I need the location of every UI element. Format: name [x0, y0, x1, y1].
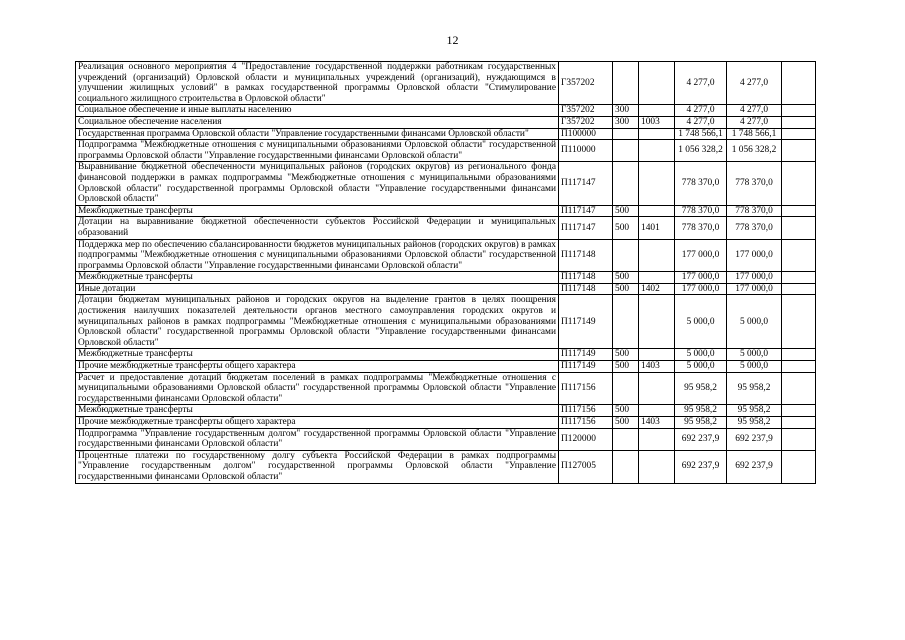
row-section: 1402: [639, 283, 675, 295]
row-amount-1: 177 000,0: [675, 239, 727, 272]
row-extra: [782, 349, 816, 361]
row-expense-type: 500: [613, 283, 639, 295]
row-expense-type: [613, 239, 639, 272]
row-description: Межбюджетные трансферты: [76, 205, 559, 217]
row-extra: [782, 62, 816, 105]
row-description: Выравнивание бюджетной обеспеченности муниципальных районов (городских округов) из регионального фонда финансовой поддержки в рамках подпрограммы "Межбюджетные отношения с муниципальными образованиями Орловской области" государственной программы Орловской области "Управление государственными финансами Орловской области": [76, 162, 559, 205]
row-amount-1: 95 958,2: [675, 372, 727, 405]
row-code: П117156: [559, 372, 613, 405]
table-row: [76, 272, 816, 284]
row-amount-2: 5 000,0: [727, 361, 782, 373]
row-amount-2: 1 748 566,1: [727, 128, 782, 140]
table-row: [76, 405, 816, 417]
row-section: [639, 372, 675, 405]
row-description: Межбюджетные трансферты: [76, 272, 559, 284]
row-amount-1: 5 000,0: [675, 349, 727, 361]
row-extra: [782, 116, 816, 128]
row-amount-2: 95 958,2: [727, 417, 782, 429]
row-amount-2: 692 237,9: [727, 428, 782, 450]
row-extra: [782, 450, 816, 483]
table-row: [76, 62, 816, 105]
row-expense-type: [613, 162, 639, 205]
row-amount-2: 177 000,0: [727, 272, 782, 284]
row-amount-2: 95 958,2: [727, 405, 782, 417]
row-code: П110000: [559, 140, 613, 162]
row-extra: [782, 428, 816, 450]
row-code: П117156: [559, 405, 613, 417]
row-expense-type: [613, 450, 639, 483]
row-section: [639, 162, 675, 205]
row-code: П120000: [559, 428, 613, 450]
row-code: П117156: [559, 417, 613, 429]
row-description: Межбюджетные трансферты: [76, 349, 559, 361]
row-amount-2: 778 370,0: [727, 205, 782, 217]
row-description: Реализация основного мероприятия 4 "Предоставление государственной поддержки работникам государственных учреждений (организаций) Орловской области и муниципальных учреждений (организаций), нуждающимся в улучшении жилищных условий" в рамках государственной программы Орловской области "Стимулирование социального жилищного строительства в Орловской области": [76, 62, 559, 105]
row-amount-2: 177 000,0: [727, 239, 782, 272]
row-expense-type: [613, 128, 639, 140]
table-row: [76, 417, 816, 429]
row-code: П127005: [559, 450, 613, 483]
table-row: [76, 295, 816, 349]
row-code: П117147: [559, 217, 613, 239]
row-extra: [782, 283, 816, 295]
row-code: Г357202: [559, 105, 613, 117]
row-section: [639, 405, 675, 417]
row-amount-1: 1 056 328,2: [675, 140, 727, 162]
row-extra: [782, 372, 816, 405]
row-description: Социальное обеспечение и иные выплаты населению: [76, 105, 559, 117]
row-description: Прочие межбюджетные трансферты общего характера: [76, 417, 559, 429]
row-amount-2: 4 277,0: [727, 62, 782, 105]
row-amount-2: 1 056 328,2: [727, 140, 782, 162]
row-code: П100000: [559, 128, 613, 140]
row-amount-1: 4 277,0: [675, 62, 727, 105]
row-expense-type: 500: [613, 361, 639, 373]
row-amount-2: 4 277,0: [727, 105, 782, 117]
row-description: Расчет и предоставление дотаций бюджетам поселений в рамках подпрограммы "Межбюджетные отношения с муниципальными образованиями Орловской области" государственной программы Орловской области "Управление государственными финансами Орловской области": [76, 372, 559, 405]
table-row: [76, 162, 816, 205]
row-expense-type: [613, 428, 639, 450]
row-amount-1: 778 370,0: [675, 205, 727, 217]
table-row: [76, 361, 816, 373]
row-section: [639, 349, 675, 361]
row-extra: [782, 217, 816, 239]
row-section: [639, 62, 675, 105]
row-extra: [782, 417, 816, 429]
row-extra: [782, 205, 816, 217]
row-expense-type: 500: [613, 349, 639, 361]
budget-table: [75, 61, 816, 484]
row-amount-2: 778 370,0: [727, 217, 782, 239]
row-extra: [782, 239, 816, 272]
row-expense-type: [613, 372, 639, 405]
row-description: Процентные платежи по государственному долгу субъекта Российской Федерации в рамках подпрограммы "Управление государственным долгом" государственной программы Орловской области "Управление государственными финансами Орловской области": [76, 450, 559, 483]
row-code: П117148: [559, 283, 613, 295]
table-row: [76, 428, 816, 450]
row-description: Межбюджетные трансферты: [76, 405, 559, 417]
row-code: П117149: [559, 361, 613, 373]
row-extra: [782, 272, 816, 284]
table-row: [76, 349, 816, 361]
row-amount-1: 5 000,0: [675, 295, 727, 349]
row-section: 1003: [639, 116, 675, 128]
row-extra: [782, 140, 816, 162]
row-description: Дотации бюджетам муниципальных районов и городских округов на выделение грантов в целях поощрения достижения наилучших показателей деятельности органов местного самоуправления городских округов и муниципальных районов в рамках подпрограммы "Межбюджетные отношения с муниципальными образованиями Орловской области" государственной программы Орловской области "Управление государственными финансами Орловской области": [76, 295, 559, 349]
row-amount-2: 95 958,2: [727, 372, 782, 405]
row-section: [639, 239, 675, 272]
table-row: [76, 105, 816, 117]
row-description: Дотации на выравнивание бюджетной обеспеченности субъектов Российской Федерации и муниципальных образований: [76, 217, 559, 239]
row-section: [639, 205, 675, 217]
row-amount-1: 692 237,9: [675, 450, 727, 483]
row-code: П117147: [559, 205, 613, 217]
table-row: [76, 239, 816, 272]
row-expense-type: 300: [613, 116, 639, 128]
row-section: [639, 140, 675, 162]
row-amount-1: 177 000,0: [675, 283, 727, 295]
row-extra: [782, 105, 816, 117]
row-section: 1401: [639, 217, 675, 239]
row-code: Г357202: [559, 116, 613, 128]
row-amount-2: 692 237,9: [727, 450, 782, 483]
row-amount-1: 4 277,0: [675, 105, 727, 117]
table-row: [76, 128, 816, 140]
row-description: Поддержка мер по обеспечению сбалансированности бюджетов муниципальных районов (городских округов) в рамках подпрограммы "Межбюджетные отношения с муниципальными образованиями Орловской области" государственной программы Орловской области "Управление государственными финансами Орловской области": [76, 239, 559, 272]
row-code: П117149: [559, 295, 613, 349]
row-section: [639, 105, 675, 117]
row-amount-1: 5 000,0: [675, 361, 727, 373]
row-amount-2: 177 000,0: [727, 283, 782, 295]
row-expense-type: [613, 140, 639, 162]
row-description: Подпрограмма "Управление государственным долгом" государственной программы Орловской области "Управление государственными финансами Орловской области": [76, 428, 559, 450]
row-description: Социальное обеспечение населения: [76, 116, 559, 128]
row-amount-2: 5 000,0: [727, 295, 782, 349]
row-extra: [782, 361, 816, 373]
row-amount-1: 692 237,9: [675, 428, 727, 450]
table-row: [76, 140, 816, 162]
row-description: Подпрограмма "Межбюджетные отношения с муниципальными образованиями Орловской области" государственной программы Орловской области "Управление государственными финансами Орловской области": [76, 140, 559, 162]
table-row: [76, 283, 816, 295]
row-amount-2: 4 277,0: [727, 116, 782, 128]
row-expense-type: 500: [613, 205, 639, 217]
row-amount-1: 95 958,2: [675, 417, 727, 429]
row-expense-type: [613, 62, 639, 105]
row-extra: [782, 128, 816, 140]
row-expense-type: [613, 295, 639, 349]
row-amount-1: 177 000,0: [675, 272, 727, 284]
row-section: [639, 295, 675, 349]
row-section: [639, 272, 675, 284]
table-row: [76, 217, 816, 239]
row-amount-1: 95 958,2: [675, 405, 727, 417]
row-amount-1: 778 370,0: [675, 217, 727, 239]
row-code: П117147: [559, 162, 613, 205]
page-number: 12: [446, 33, 459, 47]
row-section: [639, 128, 675, 140]
table-row: [76, 116, 816, 128]
table-row: [76, 450, 816, 483]
row-amount-1: 778 370,0: [675, 162, 727, 205]
row-description: Иные дотации: [76, 283, 559, 295]
row-amount-2: 5 000,0: [727, 349, 782, 361]
row-expense-type: 300: [613, 105, 639, 117]
row-expense-type: 500: [613, 217, 639, 239]
table-body: [76, 62, 816, 484]
row-extra: [782, 162, 816, 205]
row-expense-type: 500: [613, 405, 639, 417]
row-extra: [782, 295, 816, 349]
table-row: [76, 372, 816, 405]
row-section: 1403: [639, 417, 675, 429]
row-code: Г357202: [559, 62, 613, 105]
row-expense-type: 500: [613, 272, 639, 284]
row-code: П117148: [559, 272, 613, 284]
row-amount-1: 4 277,0: [675, 116, 727, 128]
row-expense-type: 500: [613, 417, 639, 429]
row-description: Прочие межбюджетные трансферты общего характера: [76, 361, 559, 373]
row-section: 1403: [639, 361, 675, 373]
row-amount-2: 778 370,0: [727, 162, 782, 205]
table-row: [76, 205, 816, 217]
row-code: П117148: [559, 239, 613, 272]
row-section: [639, 450, 675, 483]
row-description: Государственная программа Орловской области "Управление государственными финансами Орловской области": [76, 128, 559, 140]
row-extra: [782, 405, 816, 417]
row-amount-1: 1 748 566,1: [675, 128, 727, 140]
row-code: П117149: [559, 349, 613, 361]
row-section: [639, 428, 675, 450]
